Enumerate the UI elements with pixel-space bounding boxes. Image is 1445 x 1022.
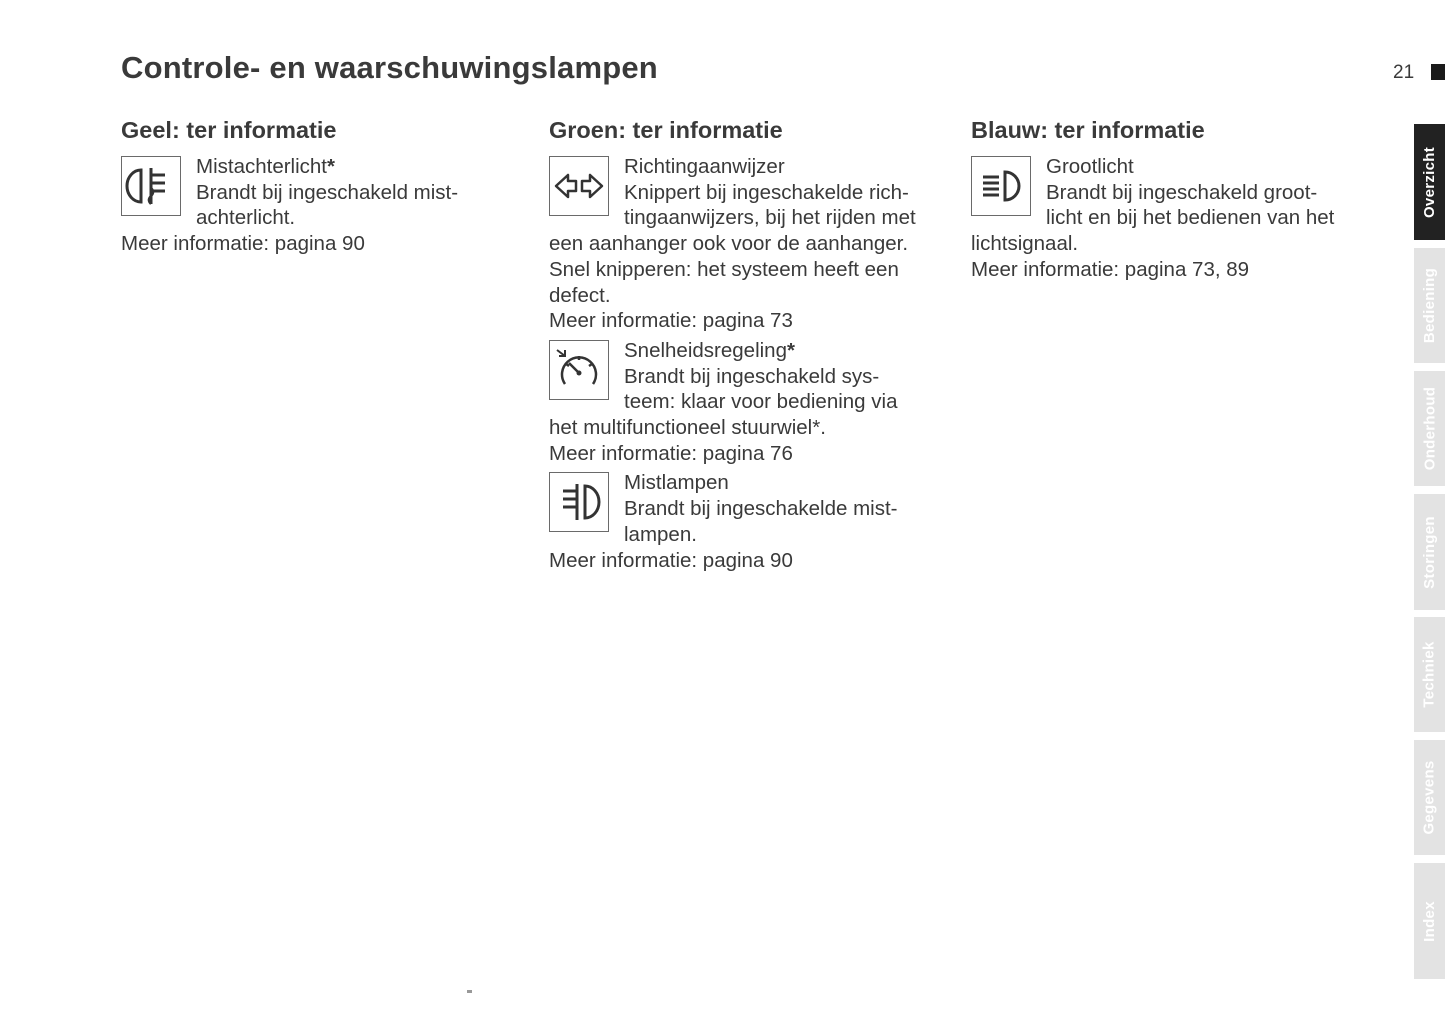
front-fog-light-icon bbox=[549, 472, 609, 532]
cruise-control-icon bbox=[549, 340, 609, 400]
text-line: Brandt bij ingeschakeld mist- bbox=[196, 180, 459, 204]
column-yellow bbox=[121, 116, 521, 261]
lamp-entry-high-beam bbox=[971, 154, 1371, 283]
lamp-entry-turn-signal bbox=[549, 154, 949, 334]
text-line: achterlicht. bbox=[196, 206, 296, 230]
text-line: het multifunctioneel stuurwiel*. bbox=[549, 416, 826, 440]
rear-fog-light-icon bbox=[121, 156, 181, 216]
turn-signal-icon bbox=[549, 156, 609, 216]
text-line: Brandt bij ingeschakeld groot- bbox=[1046, 180, 1318, 204]
lamp-name: Mistachterlicht bbox=[196, 155, 328, 178]
text-line: een aanhanger ook voor de aanhanger. bbox=[549, 232, 909, 256]
side-tab-label: Techniek bbox=[1421, 641, 1438, 708]
page-title: Controle- en waarschuwingslampen bbox=[121, 50, 658, 85]
page-number: 21 bbox=[1393, 62, 1415, 83]
lamp-name: Mistlampen bbox=[624, 471, 729, 495]
text-line: teem: klaar voor bediening via bbox=[624, 390, 898, 414]
text-line: lampen. bbox=[624, 522, 697, 546]
side-tab-label: Storingen bbox=[1421, 515, 1439, 589]
side-tab-label: Gegevens bbox=[1421, 760, 1439, 835]
side-tab-onderhoud[interactable] bbox=[1414, 371, 1445, 486]
column-heading: Blauw: ter informatie bbox=[971, 117, 1205, 143]
lamp-entry-front-fog bbox=[549, 470, 949, 573]
lamp-name: Snelheidsregeling bbox=[624, 338, 787, 362]
side-tab-techniek[interactable] bbox=[1414, 617, 1445, 732]
more-info-line: Meer informatie: pagina 90 bbox=[121, 232, 365, 256]
more-info-line: Meer informatie: pagina 90 bbox=[549, 548, 793, 572]
scan-speck bbox=[467, 990, 472, 993]
more-info-line: Meer informatie: pagina 73 bbox=[549, 309, 793, 333]
lamp-name: Grootlicht bbox=[1046, 155, 1134, 178]
side-tab-label: Bediening bbox=[1421, 267, 1439, 344]
lamp-entry-rear-fog bbox=[121, 154, 521, 257]
high-beam-icon bbox=[971, 156, 1031, 216]
asterisk: * bbox=[786, 338, 795, 362]
page-marker bbox=[1431, 64, 1445, 80]
text-line: Brandt bij ingeschakelde mist- bbox=[624, 497, 898, 521]
column-heading: Groen: ter informatie bbox=[549, 117, 783, 143]
side-tab-label: Overzicht bbox=[1421, 146, 1438, 218]
side-tab-gegevens[interactable] bbox=[1414, 740, 1445, 855]
text-line: lichtsignaal. bbox=[971, 232, 1079, 256]
side-tab-storingen[interactable] bbox=[1414, 494, 1445, 610]
side-tab-overzicht[interactable] bbox=[1414, 124, 1445, 240]
text-line: tingaanwijzers, bij het rijden met bbox=[624, 206, 916, 230]
text-line: Knippert bij ingeschakelde rich- bbox=[624, 180, 909, 204]
side-tab-label: Onderhoud bbox=[1421, 386, 1438, 471]
side-tab-bediening[interactable] bbox=[1414, 248, 1445, 363]
text-line: defect. bbox=[549, 283, 611, 307]
text-line: licht en bij het bedienen van het bbox=[1046, 206, 1335, 230]
lamp-name: Richtingaanwijzer bbox=[624, 155, 785, 178]
column-green bbox=[549, 116, 949, 577]
side-tab-index-tab[interactable] bbox=[1414, 863, 1445, 979]
asterisk: * bbox=[327, 155, 335, 178]
column-blue bbox=[971, 116, 1371, 287]
column-heading: Geel: ter informatie bbox=[121, 117, 337, 143]
lamp-entry-cruise-control bbox=[549, 338, 949, 467]
text-line: Brandt bij ingeschakeld sys- bbox=[624, 364, 880, 388]
text-line: Snel knipperen: het systeem heeft een bbox=[549, 257, 899, 281]
more-info-line: Meer informatie: pagina 73, 89 bbox=[971, 257, 1250, 281]
more-info-line: Meer informatie: pagina 76 bbox=[549, 441, 793, 465]
side-tab-label: Index bbox=[1421, 900, 1438, 942]
